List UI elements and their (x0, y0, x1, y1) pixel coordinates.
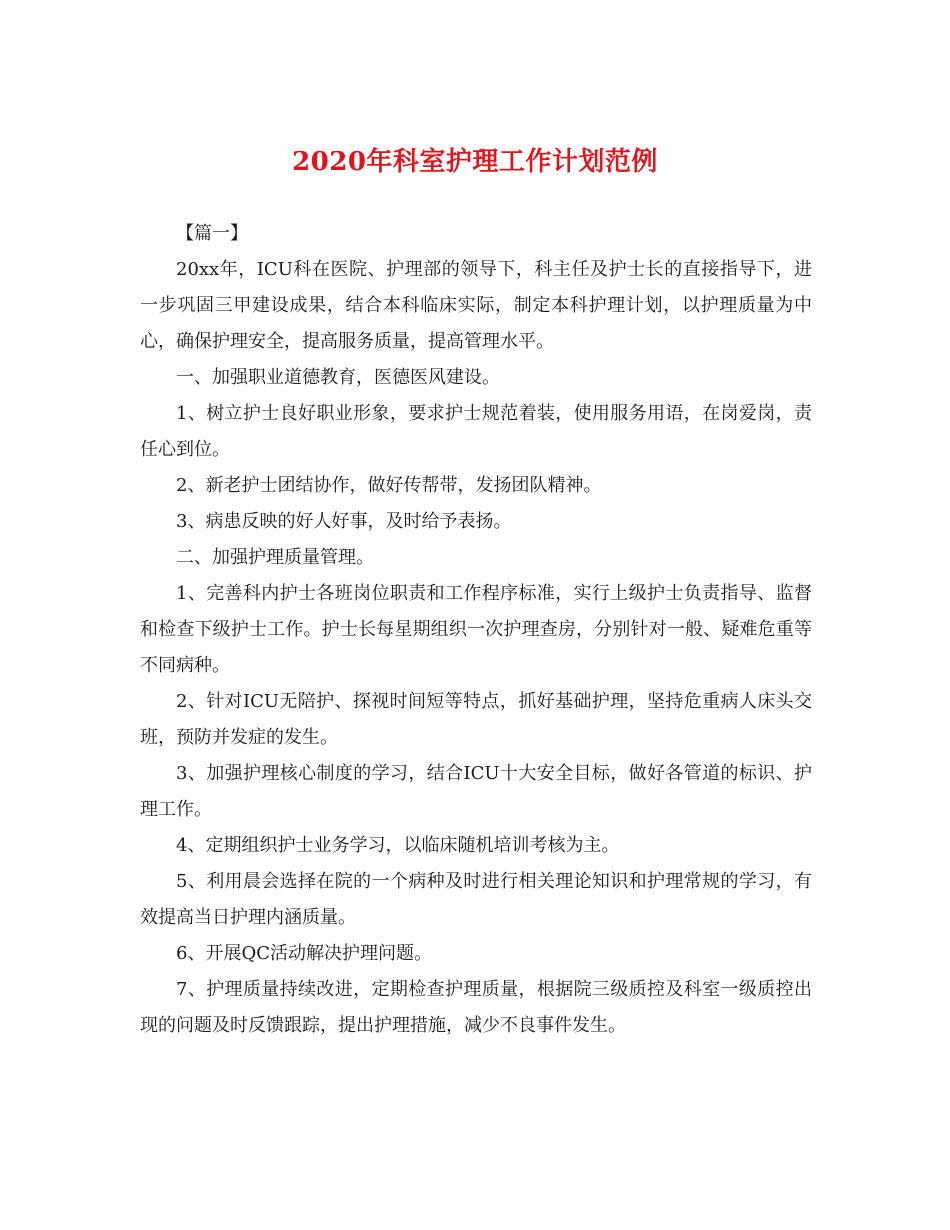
list-item: 3、加强护理核心制度的学习，结合ICU十大安全目标，做好各管道的标识、护理工作。 (140, 763, 812, 820)
section-label: 【篇一】 (176, 223, 248, 244)
list-item: 1、树立护士良好职业形象，要求护士规范着装，使用服务用语，在岗爱岗，责任心到位。 (140, 403, 812, 460)
list-item: 2、新老护士团结协作，做好传帮带，发扬团队精神。 (176, 475, 602, 496)
list-item: 4、定期组织护士业务学习，以临床随机培训考核为主。 (176, 835, 620, 856)
list-item: 6、开展QC活动解决护理问题。 (176, 943, 432, 964)
list-item: 1、完善科内护士各班岗位职责和工作程序标准，实行上级护士负责指导、监督和检查下级护士工作。护士长每星期组织一次护理查房，分别针对一般、疑难危重等不同病种。 (140, 583, 812, 676)
list-item: 3、病患反映的好人好事，及时给予表扬。 (176, 511, 512, 532)
section-heading: 二、加强护理质量管理。 (176, 547, 374, 568)
list-item: 2、针对ICU无陪护、探视时间短等特点，抓好基础护理，坚持危重病人床头交班，预防并发症的发生。 (140, 691, 812, 748)
list-item: 5、利用晨会选择在院的一个病种及时进行相关理论知识和护理常规的学习，有效提高当日护理内涵质量。 (140, 871, 812, 928)
intro-paragraph: 20xx年，ICU科在医院、护理部的领导下，科主任及护士长的直接指导下，进一步巩固三甲建设成果，结合本科临床实际，制定本科护理计划，以护理质量为中心，确保护理安全，提高服务质量，提高管理水平。 (140, 259, 812, 352)
list-item: 7、护理质量持续改进，定期检查护理质量，根据院三级质控及科室一级质控出现的问题及时反馈跟踪，提出护理措施，减少不良事件发生。 (140, 979, 812, 1036)
page-title: 2020年科室护理工作计划范例 (292, 147, 658, 177)
document-body (140, 216, 812, 1044)
section-heading: 一、加强职业道德教育，医德医风建设。 (176, 367, 500, 388)
